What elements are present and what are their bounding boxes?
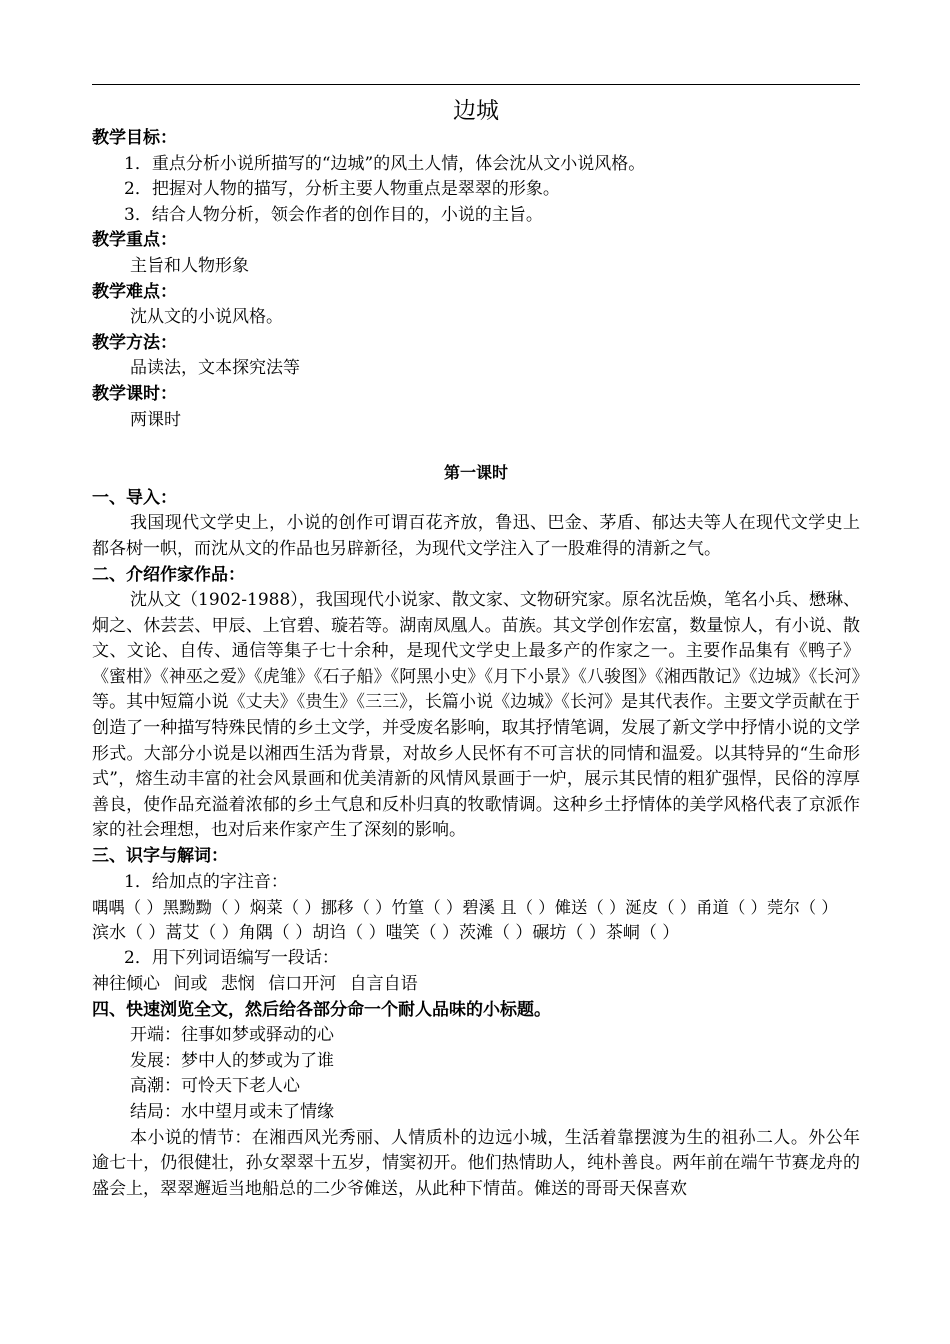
- header-rule: [92, 84, 860, 85]
- structure-item: 开端：往事如梦或驿动的心: [130, 1025, 334, 1046]
- vocab-task-1: 1．给加点的字注音：: [124, 871, 288, 892]
- pinyin-row-2: 滨水（ ）蒿艾（ ）角隅（ ）胡诌（ ）嗤笑（ ）茨滩（ ）碾坊（ ）茶峒（ ）: [92, 922, 680, 943]
- structure-item: 发展：梦中人的梦或为了谁: [130, 1050, 334, 1071]
- structure-item: 结局：水中望月或未了情缘: [130, 1101, 334, 1122]
- vocab-heading: 三、识字与解词：: [92, 846, 228, 867]
- hours-heading: 教学课时：: [92, 383, 177, 404]
- structure-item: 高潮：可怜天下老人心: [130, 1076, 300, 1097]
- intro-heading: 一、导入：: [92, 487, 177, 508]
- hours-text: 两课时: [130, 409, 181, 430]
- difficulties-text: 沈从文的小说风格。: [130, 307, 283, 328]
- author-heading: 二、介绍作家作品：: [92, 564, 245, 585]
- methods-text: 品读法，文本探究法等: [130, 358, 300, 379]
- objective-item: 3．结合人物分析，领会作者的创作目的，小说的主旨。: [124, 204, 543, 225]
- plot-paragraph: 本小说的情节：在湘西风光秀丽、人情质朴的边远小城，生活着靠摆渡为生的祖孙二人。外公年逾七十，仍很健壮，孙女翠翠十五岁，情窦初开。他们热情助人，纯朴善良。两年前在端午节赛龙舟的盛会上，翠翠邂逅当地船总的二少爷傩送，从此种下情苗。傩送的哥哥天保喜欢: [92, 1127, 860, 1199]
- difficulties-heading: 教学难点：: [92, 281, 177, 302]
- objectives-heading: 教学目标：: [92, 128, 177, 148]
- word-item: 信口开河: [268, 974, 337, 994]
- word-item: 悲悯: [220, 974, 255, 994]
- structure-heading: 四、快速浏览全文，然后给各部分命一个耐人品味的小标题。: [92, 999, 551, 1020]
- document-page: [92, 84, 860, 1202]
- objective-item: 1．重点分析小说所描写的“边城”的风土人情，体会沈从文小说风格。: [124, 153, 646, 174]
- author-paragraph: 沈从文（1902-1988），我国现代小说家、散文家、文物研究家。原名沈岳焕，笔名小兵、懋琳、炯之、休芸芸、甲辰、上官碧、璇若等。湖南凤凰人。苗族。其文学创作宏富，数量惊人，有小说、散文、文论、自传、通信等集子七十余种，是现代文学史上最多产的作家之一。主要作品集有《鸭子》《蜜柑》《神巫之爱》《虎雏》《石子船》《阿黑小史》《月下小景》《八骏图》《湘西散记》《边城》《长河》等。其中短篇小说《丈夫》《贵生》《三三》，长篇小说《边城》《长河》是其代表作。主要文学贡献在于创造了一种描写特殊民情的乡土文学，并受废名影响，取其抒情笔调，发展了新文学中抒情小说的文学形式。大部分小说是以湘西生活为背景，对故乡人民怀有不可言状的同情和温爱。以其特异的“生命形式”，熔生动丰富的社会风景画和优美清新的风情风景画于一炉，展示其民情的粗犷强悍，民俗的淳厚善良，使作品充溢着浓郁的乡土气息和反朴归真的牧歌情调。这种乡土抒情体的美学风格代表了京派作家的社会理想，也对后来作家产生了深刻的影响。: [92, 590, 860, 841]
- key-points-heading: 教学重点：: [92, 230, 177, 251]
- methods-heading: 教学方法：: [92, 332, 177, 353]
- key-points-text: 主旨和人物形象: [130, 255, 249, 276]
- objective-item: 2．把握对人物的描写，分析主要人物重点是翠翠的形象。: [124, 179, 560, 200]
- word-item: 神往倾心: [92, 974, 160, 994]
- intro-paragraph: 我国现代文学史上，小说的创作可谓百花齐放，鲁迅、巴金、茅盾、郁达夫等人在现代文学史上都各树一帜，而沈从文的作品也另辟新径，为现代文学注入了一股难得的清新之气。: [92, 513, 860, 559]
- word-item: 自言自语: [349, 974, 418, 994]
- word-list: [92, 972, 860, 998]
- word-item: 间或: [173, 974, 208, 994]
- vocab-task-2: 2．用下列词语编写一段话：: [124, 948, 339, 969]
- document-title: 边城: [453, 98, 499, 124]
- pinyin-row-1: 喁喁（ ）黑黝黝（ ）焖菜（ ）挪移（ ）竹篁（ ）碧溪 且（ ）傩送（ ）涎皮（ ）甬道（ ）莞尔（ ）: [92, 898, 838, 918]
- lesson-title: 第一课时: [443, 463, 508, 483]
